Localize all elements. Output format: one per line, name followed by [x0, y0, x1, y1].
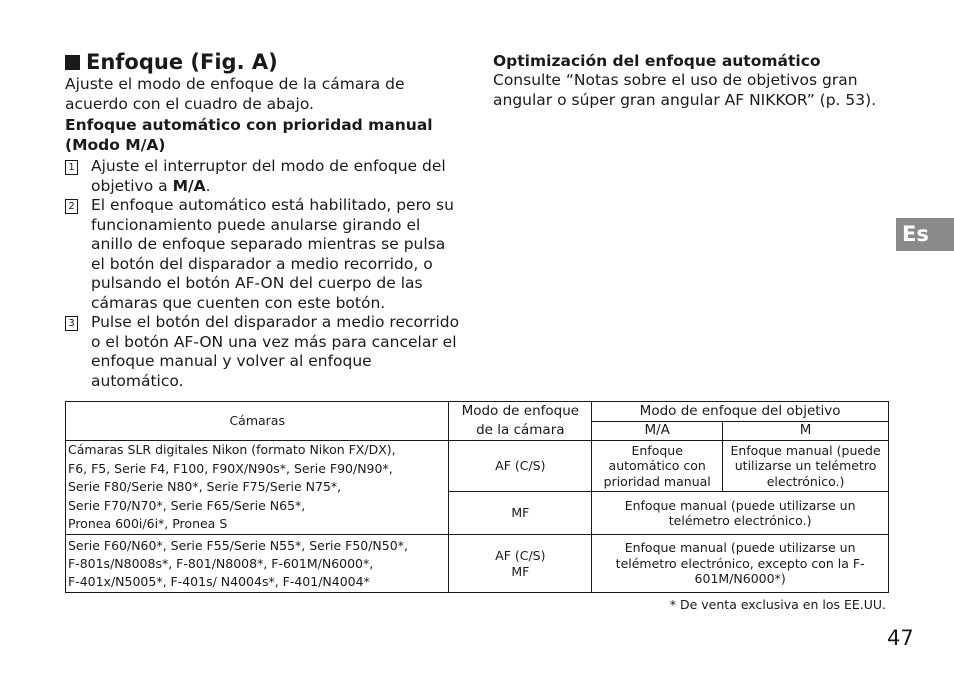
- step-1: 1 Ajuste el interruptor del modo de enfoque del objetivo a M/A.: [65, 157, 460, 196]
- step-3: 3 Pulse el botón del disparador a medio recorrido o el botón AF-ON una vez más para cancelar el enfoque manual y volver al enfoque automático.: [65, 313, 460, 391]
- focus-mode-table: [65, 401, 889, 593]
- camera-line: Serie F70/N70*, Serie F65/Serie N65*,: [68, 497, 306, 513]
- intro-paragraph: Ajuste el modo de enfoque de la cámara de acuerdo con el cuadro de abajo.: [65, 75, 405, 113]
- lens-ma-cell: Enfoque automático con prioridad manual: [592, 441, 723, 492]
- cameras-group-1: [66, 441, 449, 535]
- section-title: Enfoque (Fig. A): [65, 50, 278, 74]
- header-m: M: [723, 421, 889, 441]
- steps-list: [65, 157, 460, 391]
- camera-line: F-401x/N5005*, F-401s/ N4004s*, F-401/N4004*: [68, 573, 370, 589]
- step-number: 2: [65, 199, 78, 214]
- af-optimization-heading: Optimización del enfoque automático: [493, 52, 821, 70]
- cameras-group-2: [66, 535, 449, 593]
- lens-manual-cell: Enfoque manual (puede utilizarse un telémetro electrónico.): [592, 492, 889, 535]
- step-number: 3: [65, 316, 78, 331]
- camera-mode-af: AF (C/S): [449, 441, 592, 492]
- camera-mode-af-mf: AF (C/S) MF: [449, 535, 592, 593]
- camera-line: Serie F60/N60*, Serie F55/Serie N55*, Serie F50/N50*,: [68, 537, 408, 553]
- language-tab: Es: [896, 218, 954, 251]
- lens-manual-cell-2: Enfoque manual (puede utilizarse un telémetro electrónico, excepto con la F-601M/N6000*): [592, 535, 889, 593]
- header-lens-focus-mode: Modo de enfoque del objetivo: [592, 402, 889, 422]
- af-optimization-text: Consulte “Notas sobre el uso de objetivos gran angular o súper gran angular AF NIKKOR” (p. 53).: [493, 71, 877, 109]
- header-camera-focus-mode: Modo de enfoque de la cámara: [449, 402, 592, 441]
- header-ma: M/A: [592, 421, 723, 441]
- step-2: 2 El enfoque automático está habilitado, pero su funcionamiento puede anularse girando el anillo de enfoque separado mientras se pulsa el botón del disparador a medio recorrido, o pulsando el botón AF-ON del cuerpo de las cámaras que cuenten con este botón.: [65, 196, 460, 313]
- step-number: 1: [65, 160, 78, 175]
- square-bullet-icon: [65, 55, 80, 70]
- lens-m-cell: Enfoque manual (puede utilizarse un telémetro electrónico.): [723, 441, 889, 492]
- camera-line: F6, F5, Serie F4, F100, F90X/N90s*, Serie F90/N90*,: [68, 460, 393, 476]
- camera-line: F-801s/N8008s*, F-801/N8008*, F-601M/N6000*,: [68, 555, 374, 571]
- camera-mode-mf: MF: [449, 492, 592, 535]
- subheading: Enfoque automático con prioridad manual (Modo M/A): [65, 116, 433, 154]
- page-number: 47: [887, 626, 914, 650]
- footnote: * De venta exclusiva en los EE.UU.: [669, 597, 886, 612]
- camera-line: Serie F80/Serie N80*, Serie F75/Serie N75*,: [68, 479, 342, 495]
- camera-line: Cámaras SLR digitales Nikon (formato Nikon FX/DX),: [68, 442, 396, 458]
- header-cameras: Cámaras: [66, 402, 449, 441]
- camera-line: Pronea 600i/6i*, Pronea S: [68, 516, 228, 532]
